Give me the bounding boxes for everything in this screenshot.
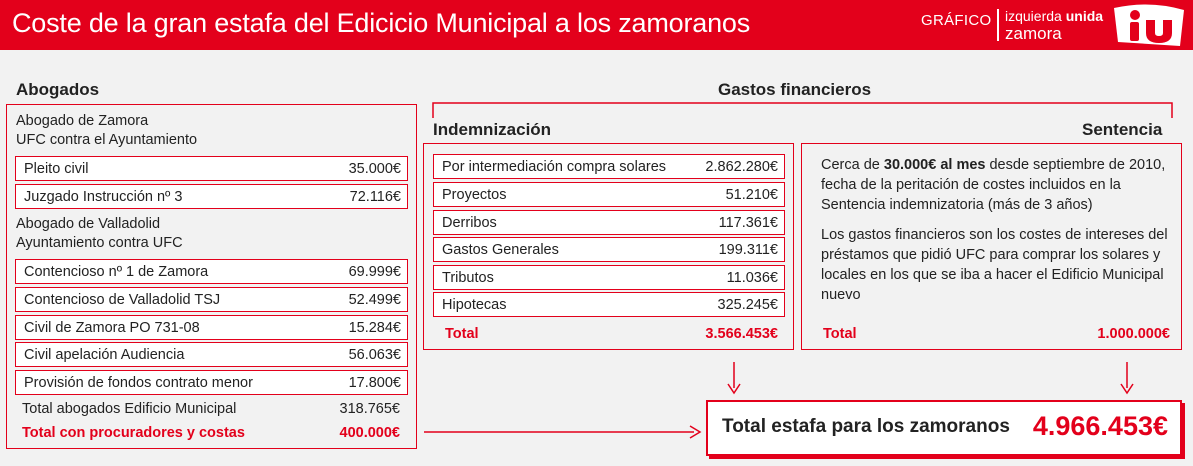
list-item: [433, 237, 785, 262]
item-value: 325.245€: [717, 297, 778, 313]
abogado-zamora-subtitle: UFC contra el Ayuntamiento: [16, 132, 198, 148]
sentencia-heading: Sentencia: [1082, 120, 1163, 139]
sentencia-p1-pre: Cerca de: [821, 157, 884, 173]
item-value: 15.284€: [348, 320, 401, 336]
item-value: 72.116€: [349, 189, 401, 205]
list-item: [15, 184, 408, 209]
list-item: [433, 154, 785, 179]
item-label: Provisión de fondos contrato menor: [24, 375, 253, 391]
item-label: Civil apelación Audiencia: [24, 347, 185, 363]
item-label: Tributos: [442, 270, 494, 286]
item-label: Por intermediación compra solares: [442, 159, 667, 175]
item-label: Contencioso de Valladolid TSJ: [24, 292, 221, 308]
sentencia-p1-bold: 30.000€ al mes: [883, 157, 986, 173]
grand-total-box: [706, 400, 1182, 456]
item-value: 35.000€: [348, 161, 401, 177]
sentencia-total-value: 1.000.000€: [1097, 326, 1170, 342]
item-label: Juzgado Instrucción nº 3: [24, 189, 183, 205]
indemnizacion-heading: Indemnización: [433, 120, 552, 139]
page-title: Coste de la gran estafa del Edicicio Municipal a los zamoranos: [12, 8, 750, 38]
item-value: 2.862.280€: [705, 159, 778, 175]
abogados-total-label: Total abogados Edificio Municipal: [22, 401, 237, 417]
item-value: 52.499€: [348, 292, 401, 308]
sentencia-paragraph-2: Los gastos financieros son los costes de intereses del préstamos que pidió UFC para comprar los solares y locales en los que se iba a hacer el Edificio Municipal nuevo: [821, 227, 1168, 303]
sentencia-description: [821, 155, 1171, 315]
item-value: 51.210€: [725, 187, 778, 203]
abogados-total2-label: Total con procuradores y costas: [22, 425, 245, 441]
list-item: [15, 342, 408, 367]
list-item: [15, 370, 408, 395]
item-label: Pleito civil: [24, 161, 89, 177]
list-item: [433, 265, 785, 290]
item-label: Derribos: [442, 215, 497, 231]
item-value: 11.036€: [726, 270, 778, 286]
item-label: Civil de Zamora PO 731-08: [24, 320, 200, 336]
item-label: Gastos Generales: [442, 242, 559, 258]
item-value: 69.999€: [348, 264, 401, 280]
abogados-total-value: 318.765€: [339, 401, 400, 417]
brand-word-unida: unida: [1065, 8, 1104, 24]
abogado-valladolid-subtitle: Ayuntamiento contra UFC: [16, 235, 183, 251]
list-item: [15, 259, 408, 284]
abogados-heading: Abogados: [16, 80, 100, 99]
item-label: Contencioso nº 1 de Zamora: [24, 264, 209, 280]
gastos-heading: Gastos financieros: [718, 80, 872, 99]
brand-grafico-label: GRÁFICO: [921, 12, 992, 29]
list-item: [433, 210, 785, 235]
brand-word-izquierda: izquierda: [1005, 8, 1062, 24]
item-value: 17.800€: [348, 375, 401, 391]
abogado-zamora-title: Abogado de Zamora: [16, 113, 149, 129]
list-item: [15, 287, 408, 312]
indemnizacion-total-label: Total: [445, 326, 479, 342]
sentencia-paragraph-1: [821, 155, 1171, 215]
item-label: Proyectos: [442, 187, 507, 203]
indemnizacion-total-value: 3.566.453€: [705, 326, 778, 342]
item-label: Hipotecas: [442, 297, 507, 313]
item-value: 199.311€: [718, 242, 778, 258]
abogados-total2-value: 400.000€: [339, 425, 400, 441]
list-item: [433, 292, 785, 317]
sentencia-total-label: Total: [823, 326, 857, 342]
sentencia-p1-post: desde septiembre de 2010, fecha de la peritación de costes incluidos en la Sentencia indemnizatoria (más de 3 años): [821, 157, 1166, 213]
grand-total-value: 4.966.453€: [1032, 411, 1168, 441]
list-item: [433, 182, 785, 207]
grand-total-label: Total estafa para los zamoranos: [722, 416, 1010, 437]
list-item: [15, 156, 408, 181]
abogado-valladolid-title: Abogado de Valladolid: [16, 216, 161, 232]
brand-name-line2: zamora: [1005, 24, 1062, 43]
item-value: 56.063€: [348, 347, 401, 363]
list-item: [15, 315, 408, 340]
item-value: 117.361€: [718, 215, 778, 231]
